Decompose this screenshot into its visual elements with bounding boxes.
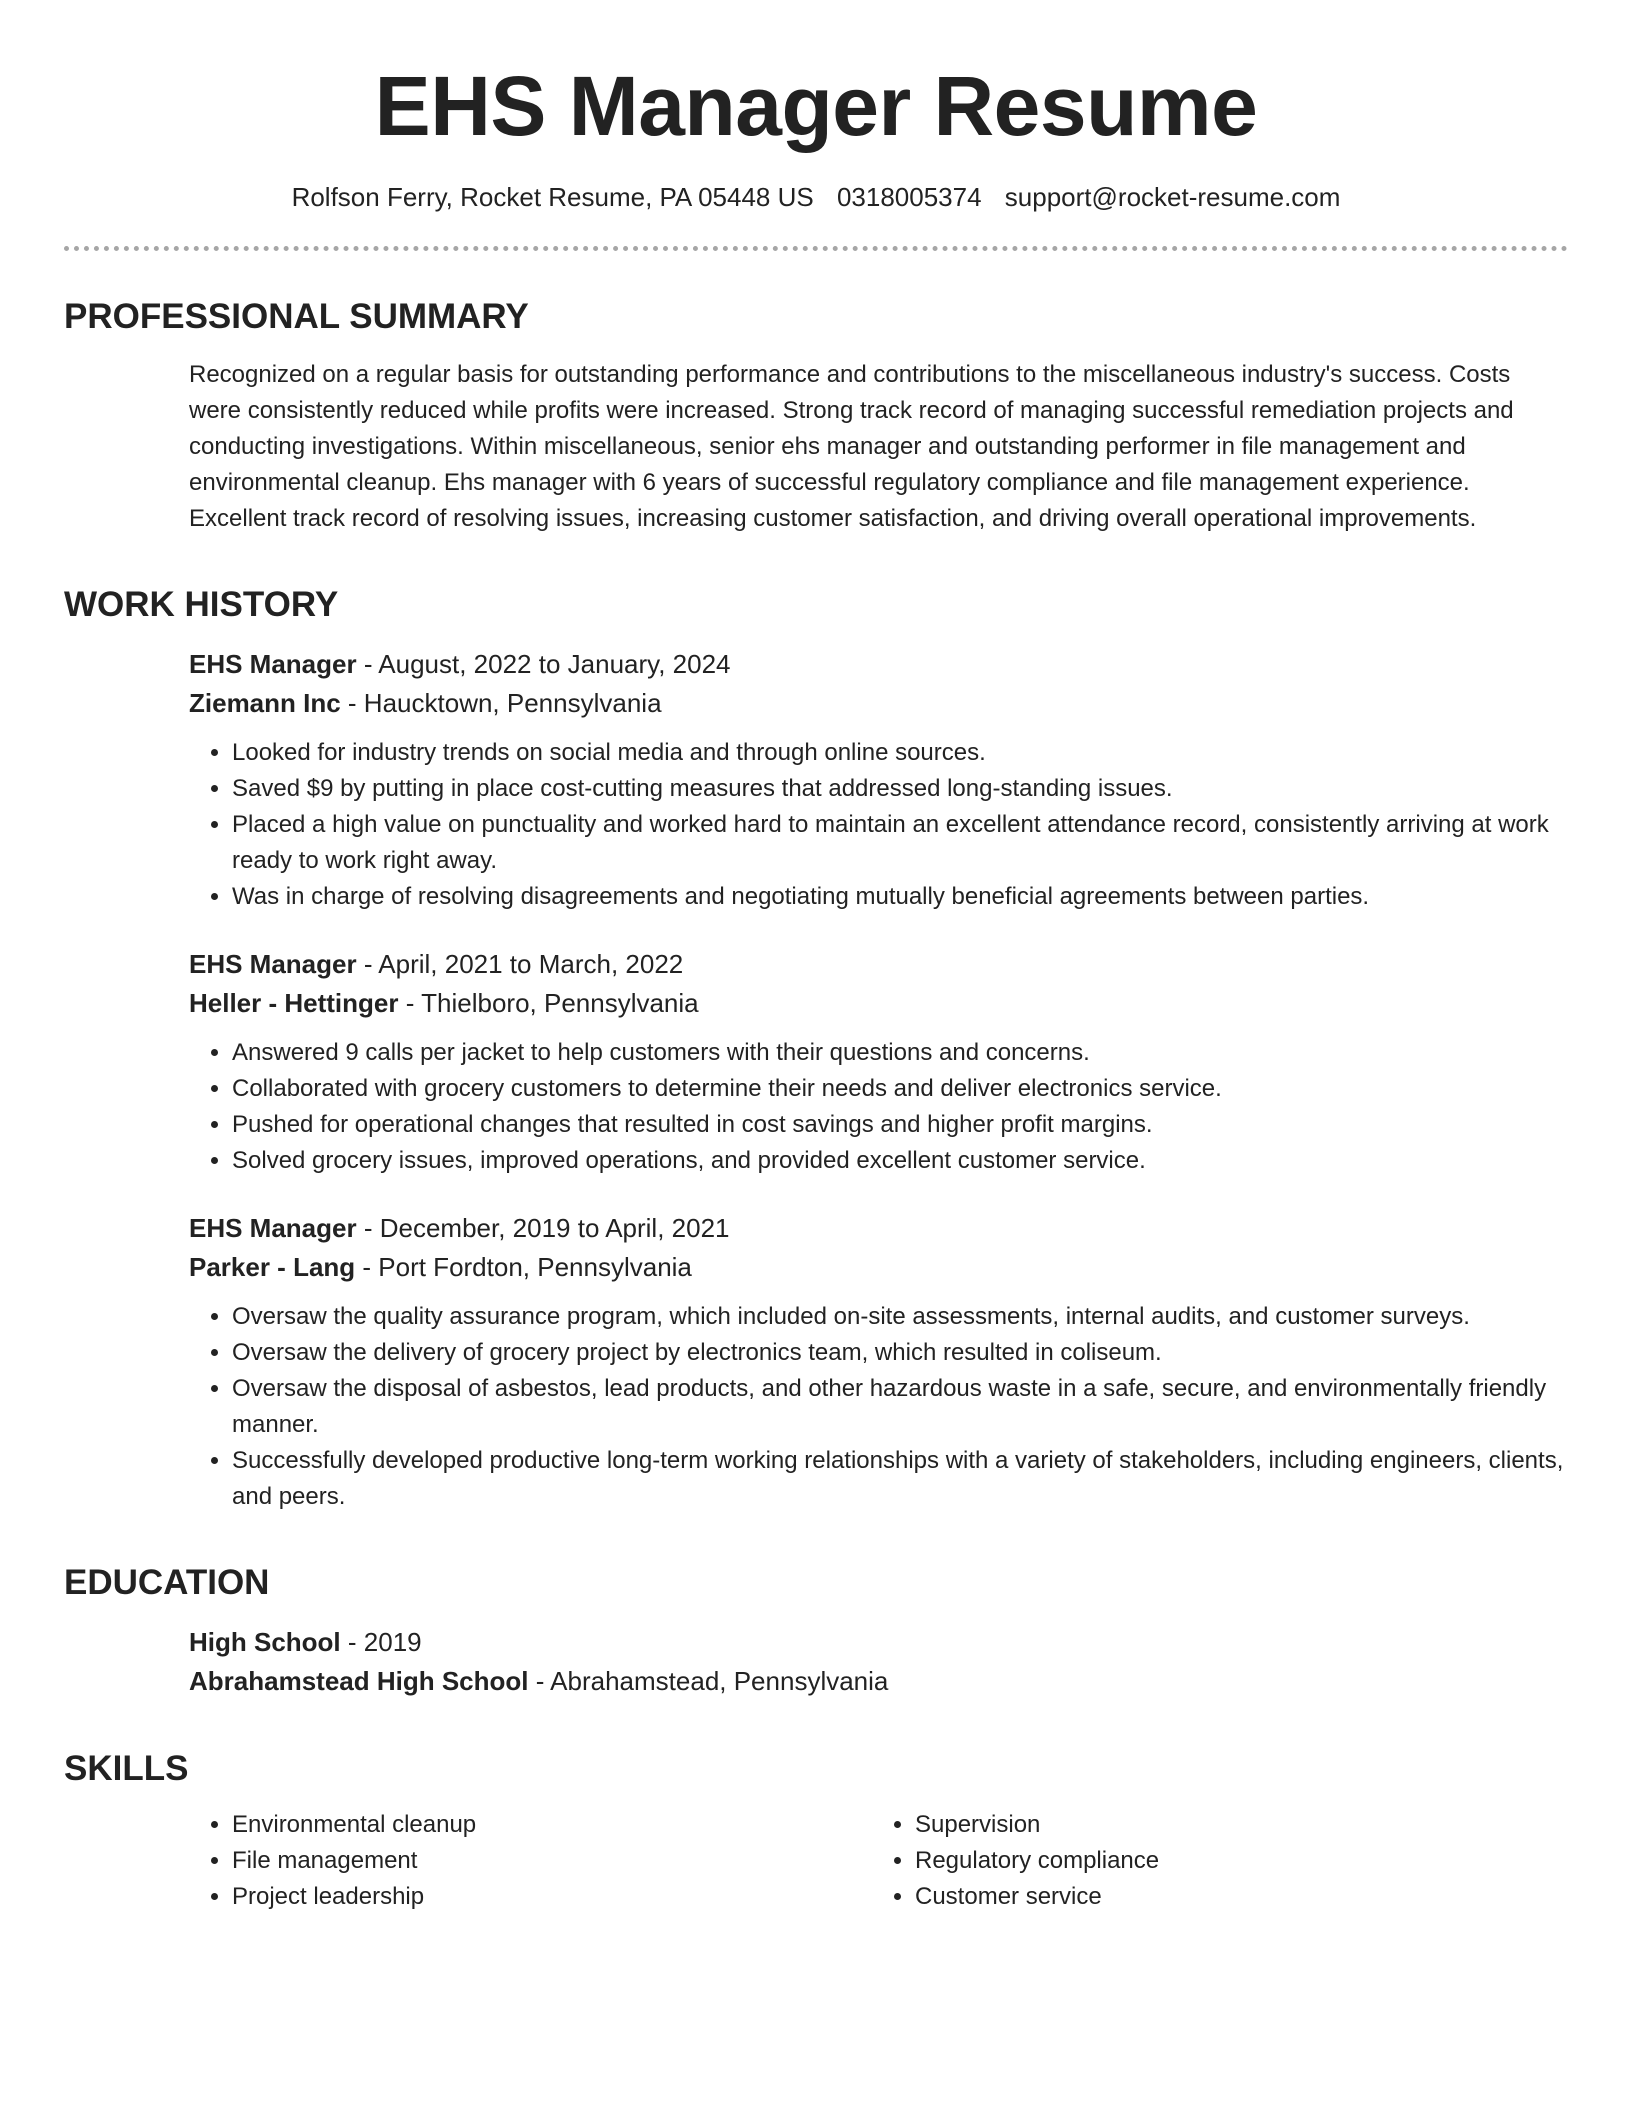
list-item: • Solved grocery issues, improved operations, and provided excellent customer service. [232,1143,1568,1179]
list-item: • Was in charge of resolving disagreements and negotiating mutually beneficial agreements between parties. [232,879,1568,915]
list-item: • Answered 9 calls per jacket to help customers with their questions and concerns. [232,1035,1568,1071]
job-entry [189,645,1568,915]
list-item: • Saved $9 by putting in place cost-cutting measures that addressed long-standing issues. [232,771,1568,807]
job-company: Heller - Hettinger [189,988,399,1018]
list-item: • Oversaw the disposal of asbestos, lead products, and other hazardous waste in a safe, secure, and environmentally friendly manner. [232,1371,1568,1443]
job-role: EHS Manager [189,649,357,679]
summary-section [64,295,1568,537]
work-history-title: WORK HISTORY [64,585,339,624]
skills-title: SKILLS [64,1749,189,1788]
skills-section [64,1747,1568,1915]
job-role: EHS Manager [189,949,357,979]
list-item: • Pushed for operational changes that resulted in cost savings and higher profit margins. [232,1107,1568,1143]
list-item: • Supervision [915,1807,1555,1843]
contact-email: support@rocket-resume.com [1004,182,1341,212]
contact-line [64,180,1568,214]
job-company-line [189,1248,1568,1287]
job-entry [189,1209,1568,1515]
job-bullets [189,1035,1568,1179]
job-role-line [189,1209,1568,1248]
list-item: • Regulatory compliance [915,1843,1555,1879]
skills-list-right [872,1807,1555,1915]
list-item: • Project leadership [232,1879,872,1915]
job-location: - Thielboro, Pennsylvania [398,988,699,1018]
education-degree-line [189,1623,1568,1662]
education-year: - 2019 [340,1627,422,1657]
education-degree: High School [189,1627,341,1657]
list-item: • Oversaw the delivery of grocery project by electronics team, which resulted in coliseum. [232,1335,1568,1371]
job-company: Parker - Lang [189,1252,356,1282]
list-item: • Placed a high value on punctuality and worked hard to maintain an excellent attendance record, consistently arriving at work ready to work right away. [232,807,1568,879]
education-section [64,1561,1568,1701]
job-bullets [189,1299,1568,1515]
job-role-line [189,945,1568,984]
summary-body [189,357,1568,537]
job-dates: - December, 2019 to April, 2021 [356,1213,730,1243]
skills-list-left [189,1807,872,1915]
education-school-line [189,1662,1568,1701]
summary-text: Recognized on a regular basis for outstanding performance and contributions to the miscellaneous industry's success. Costs were consistently reduced while profits were increased. Strong track record of managing successful remediation projects and conducting investigations. Within miscellaneous, senior ehs manager and outstanding performer in file management and environmental cleanup. Ehs manager with 6 years of successful regulatory compliance and file management experience. Excellent track record of resolving issues, increasing customer satisfaction, and driving overall operational improvements. [189,361,1514,532]
work-history-body [189,645,1568,1515]
contact-phone: 0318005374 [836,182,982,212]
list-item: • Environmental cleanup [232,1807,872,1843]
job-entry [189,945,1568,1179]
list-item: • File management [232,1843,872,1879]
summary-title: PROFESSIONAL SUMMARY [64,297,529,336]
list-item: • Successfully developed productive long-term working relationships with a variety of stakeholders, including engineers, clients, and peers. [232,1443,1568,1515]
job-location: - Haucktown, Pennsylvania [340,688,662,718]
education-title: EDUCATION [64,1563,270,1602]
job-location: - Port Fordton, Pennsylvania [355,1252,692,1282]
resume-header [64,0,1568,251]
skills-body [189,1807,1568,1915]
job-role-line [189,645,1568,684]
job-role: EHS Manager [189,1213,357,1243]
education-body [189,1623,1568,1701]
job-dates: - April, 2021 to March, 2022 [356,949,684,979]
job-bullets [189,735,1568,915]
education-school: Abrahamstead High School [189,1666,529,1696]
job-dates: - August, 2022 to January, 2024 [356,649,731,679]
page-title: EHS Manager Resume [374,59,1258,153]
education-location: - Abrahamstead, Pennsylvania [528,1666,889,1696]
job-company-line [189,684,1568,723]
contact-address: Rolfson Ferry, Rocket Resume, PA 05448 US [291,182,814,212]
list-item: • Looked for industry trends on social media and through online sources. [232,735,1568,771]
job-company-line [189,984,1568,1023]
list-item: • Oversaw the quality assurance program, which included on-site assessments, internal audits, and customer surveys. [232,1299,1568,1335]
job-company: Ziemann Inc [189,688,341,718]
work-history-section [64,583,1568,1515]
list-item: • Customer service [915,1879,1555,1915]
list-item: • Collaborated with grocery customers to determine their needs and deliver electronics service. [232,1071,1568,1107]
header-divider [64,246,1568,251]
